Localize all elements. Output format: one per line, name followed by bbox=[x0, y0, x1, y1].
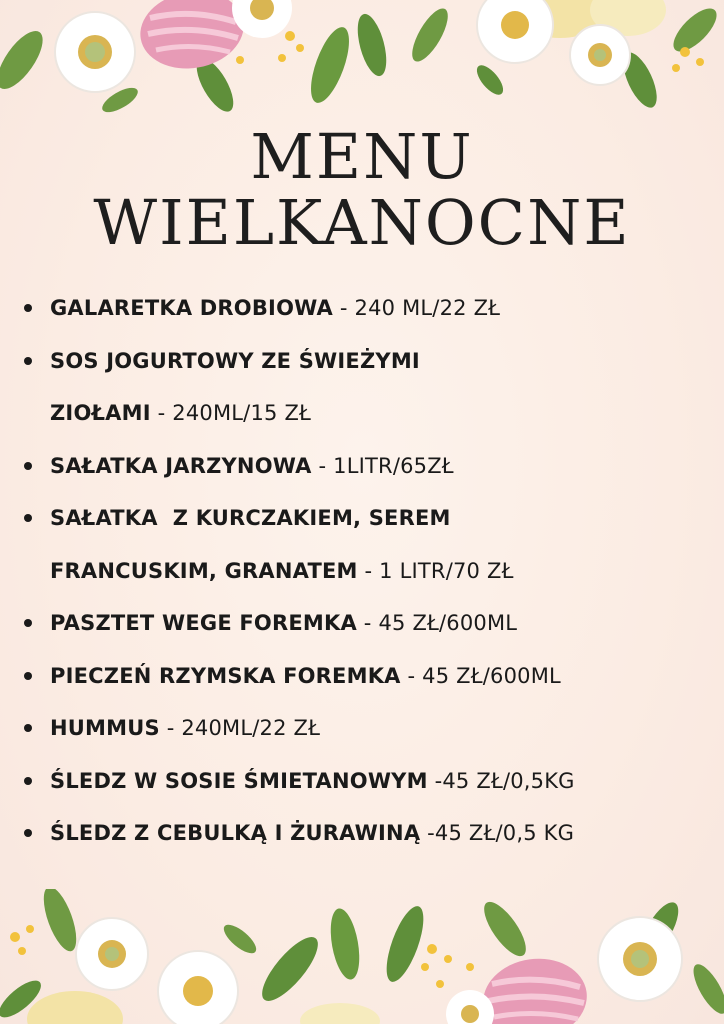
item-detail: - 240ML/15 ZŁ bbox=[150, 401, 312, 425]
flower-icon bbox=[76, 917, 682, 1024]
item-name: PIECZEŃ RZYMSKA FOREMKA bbox=[50, 663, 401, 688]
menu-item-salatka-kurczak bbox=[24, 492, 719, 597]
floral-border-bottom bbox=[0, 889, 724, 1024]
item-detail: -45 ZŁ/0,5 KG bbox=[420, 821, 575, 845]
menu-item-salatka-jarzynowa bbox=[24, 440, 719, 493]
item-detail: - 1LITR/65ZŁ bbox=[311, 453, 454, 478]
item-detail: - 1 LITR/70 ZŁ bbox=[357, 558, 514, 583]
item-name: ŚLEDZ W SOSIE ŚMIETANOWYM bbox=[50, 768, 428, 793]
bullet-icon bbox=[24, 462, 32, 470]
item-name: SAŁATKA JARZYNOWA bbox=[50, 453, 312, 478]
floral-border-top bbox=[0, 0, 724, 125]
bullet-icon bbox=[24, 724, 32, 732]
bullet-icon bbox=[24, 777, 32, 785]
item-name: GALARETKA DROBIOWA bbox=[50, 296, 333, 320]
bullet-icon bbox=[24, 304, 32, 312]
item-detail: -45 ZŁ/0,5KG bbox=[427, 768, 575, 793]
item-name: SOS JOGURTOWY ZE ŚWIEŻYMI bbox=[50, 348, 420, 373]
item-name: ŚLEDZ Z CEBULKĄ I ŻURAWINĄ bbox=[50, 821, 421, 845]
bullet-icon bbox=[24, 357, 32, 365]
bullet-icon bbox=[24, 829, 32, 837]
menu-title-line2: WIELKANOCNE bbox=[93, 186, 631, 259]
item-name: FRANCUSKIM, GRANATEM bbox=[50, 558, 358, 583]
menu-list bbox=[24, 282, 719, 860]
menu-item-galaretka bbox=[24, 282, 719, 335]
menu-item-sledz-smietanowy bbox=[24, 755, 719, 808]
item-detail: - 240 ML/22 ZŁ bbox=[333, 296, 501, 320]
menu-item-hummus bbox=[24, 702, 719, 755]
item-detail: - 45 ZŁ/600ML bbox=[400, 663, 561, 688]
menu-item-sledz-cebulka bbox=[24, 807, 719, 860]
menu-item-pasztet-wege bbox=[24, 597, 719, 650]
bullet-icon bbox=[24, 619, 32, 627]
item-name: ZIOŁAMI bbox=[50, 401, 151, 425]
menu-item-sos-jogurtowy bbox=[24, 335, 719, 440]
menu-item-pieczen-rzymska bbox=[24, 650, 719, 703]
item-name: HUMMUS bbox=[50, 716, 160, 740]
bullet-icon bbox=[24, 672, 32, 680]
item-name: PASZTET WEGE FOREMKA bbox=[50, 611, 357, 635]
item-detail: - 240ML/22 ZŁ bbox=[159, 716, 321, 740]
item-detail: - 45 ZŁ/600ML bbox=[356, 611, 518, 635]
item-name: SAŁATKA Z KURCZAKIEM, SEREM bbox=[50, 506, 451, 530]
menu-title-line1: MENU bbox=[250, 120, 474, 193]
bullet-icon bbox=[24, 514, 32, 522]
